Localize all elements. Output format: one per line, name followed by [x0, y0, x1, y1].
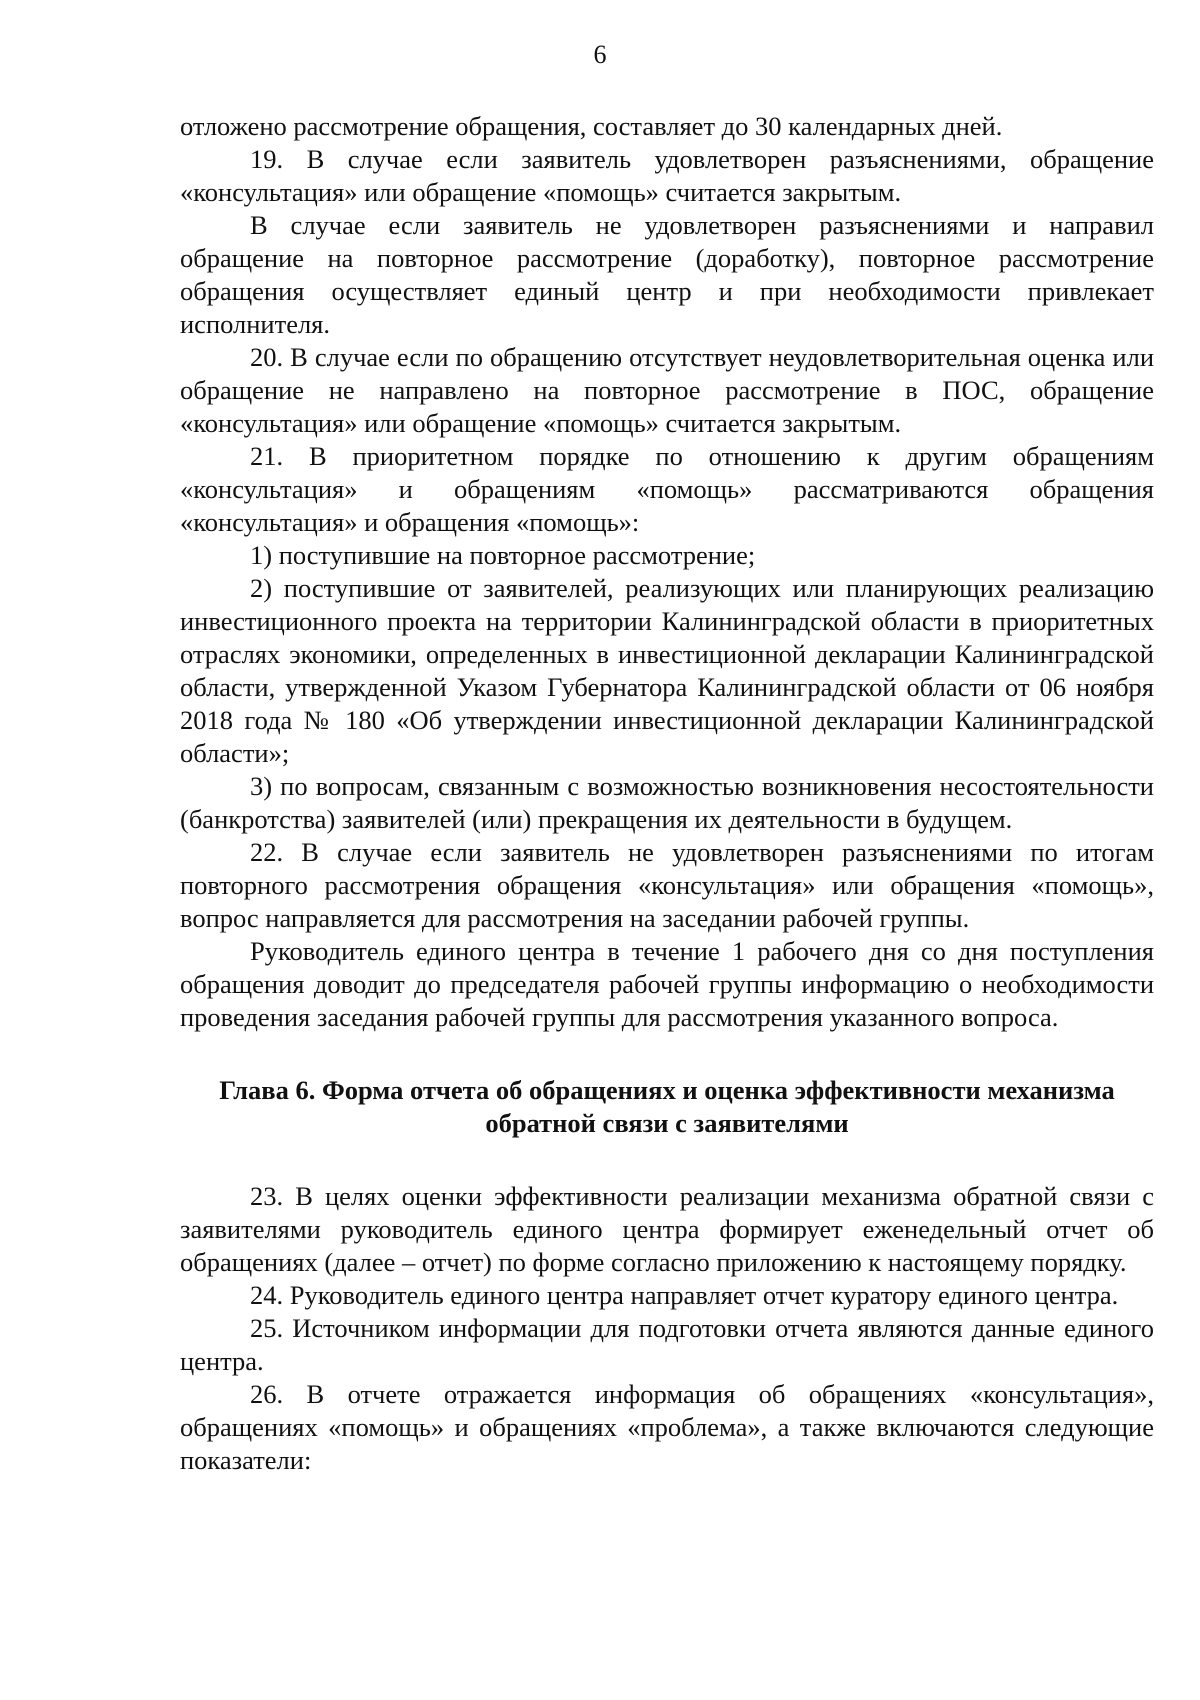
paragraph-22-second: Руководитель единого центра в течение 1 рабочего дня со дня поступления обращения доводит до председателя рабочей группы информацию о необходимости проведения заседания рабочей группы для рассмотрения указанного вопроса.: [180, 936, 1154, 1032]
paragraph-19-second: В случае если заявитель не удовлетворен разъяснениями и направил обращение на повторное рассмотрение (доработку), повторное рассмотрение обращения осуществляет единый центр и при необходимости привлекает исполнителя.: [180, 210, 1154, 339]
paragraph-26: 26. В отчете отражается информация об обращениях «консультация», обращениях «помощь» и обращениях «проблема», а также включаются следующие показатели:: [180, 1379, 1154, 1475]
paragraph-20: 20. В случае если по обращению отсутствует неудовлетворительная оценка или обращение не направлено на повторное рассмотрение в ПОС, обращение «консультация» или обращение «помощь» считается закрытым.: [180, 342, 1154, 438]
chapter-heading-line-1: Глава 6. Форма отчета об обращениях и оценка эффективности механизма: [219, 1075, 1115, 1105]
paragraph-21: 21. В приоритетном порядке по отношению к другим обращениям «консультация» и обращениям «помощь» рассматриваются обращения «консультация» и обращения «помощь»:: [180, 441, 1154, 537]
chapter-heading-line-2: обратной связи с заявителями: [485, 1108, 849, 1138]
list-item-1: 1) поступившие на повторное рассмотрение;: [250, 540, 756, 570]
paragraph-23: 23. В целях оценки эффективности реализации механизма обратной связи с заявителями руководитель единого центра формирует еженедельный отчет об обращениях (далее – отчет) по форме согласно приложению к настоящему порядку.: [180, 1181, 1154, 1277]
document-body: [180, 110, 1154, 1477]
paragraph-19: 19. В случае если заявитель удовлетворен разъяснениями, обращение «консультация» или обращение «помощь» считается закрытым.: [180, 144, 1154, 207]
page-number: 6: [593, 40, 607, 69]
list-item-3: 3) по вопросам, связанным с возможностью возникновения несостоятельности (банкротства) заявителей (или) прекращения их деятельности в будущем.: [180, 771, 1154, 834]
paragraph-continuation: отложено рассмотрение обращения, составляет до 30 календарных дней.: [180, 111, 1003, 141]
chapter-heading: [180, 1074, 1154, 1140]
list-item-2: 2) поступившие от заявителей, реализующих или планирующих реализацию инвестиционного проекта на территории Калининградской области в приоритетных отраслях экономики, определенных в инвестиционной декларации Калининградской области, утвержденной Указом Губернатора Калининградской области от 06 ноября 2018 года № 180 «Об утверждении инвестиционной декларации Калининградской области»;: [180, 573, 1154, 768]
paragraph-25: 25. Источником информации для подготовки отчета являются данные единого центра.: [180, 1313, 1154, 1376]
paragraph-24: 24. Руководитель единого центра направляет отчет куратору единого центра.: [250, 1280, 1119, 1310]
paragraph-22: 22. В случае если заявитель не удовлетворен разъяснениями по итогам повторного рассмотрения обращения «консультация» или обращения «помощь», вопрос направляется для рассмотрения на заседании рабочей группы.: [180, 837, 1154, 933]
